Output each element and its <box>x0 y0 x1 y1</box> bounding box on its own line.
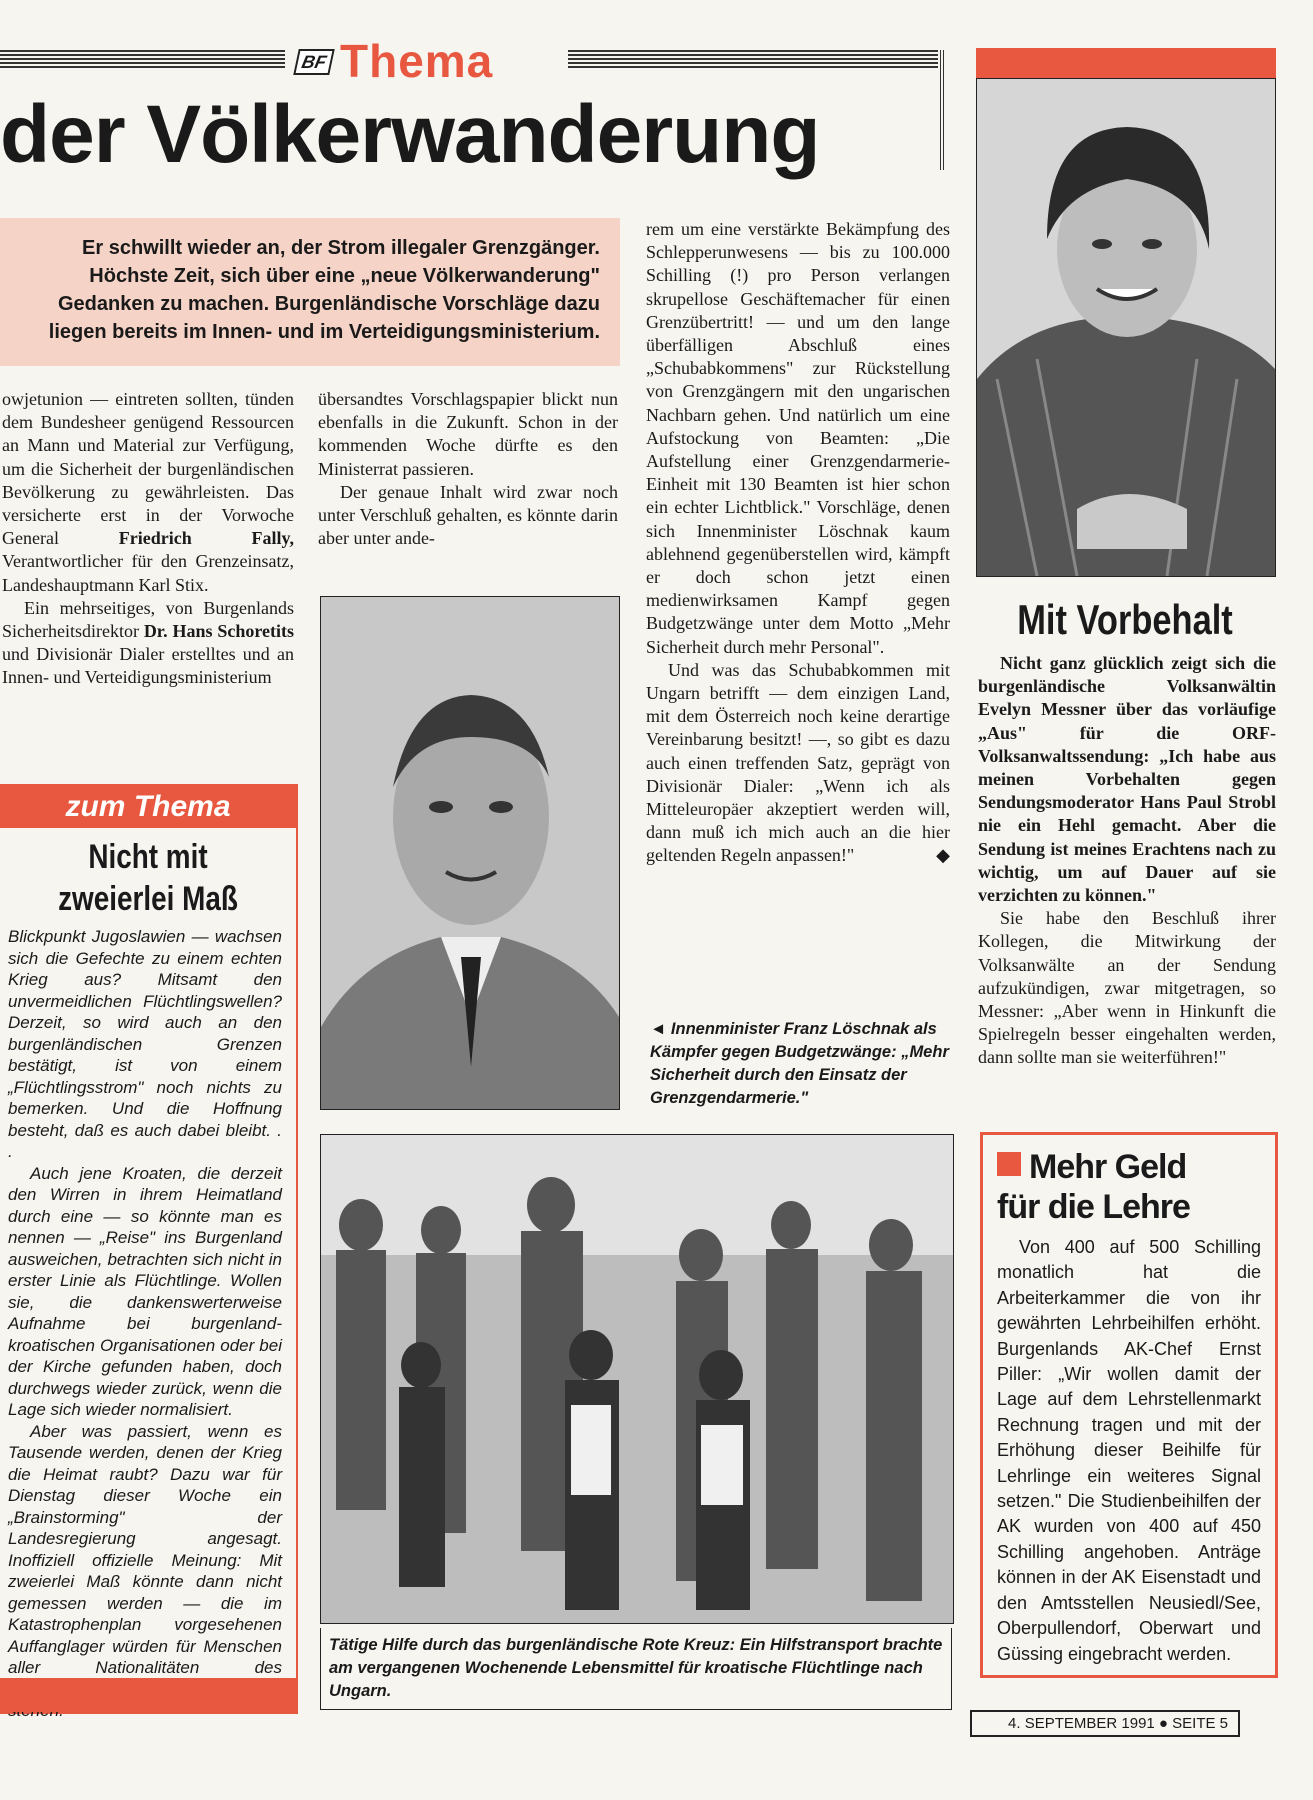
col2-paragraph-1: übersandtes Vorschlagspapier blickt nun ebenfalls in die Zukunft. Schon in der kommenden Woche dürfte es den Ministerrat passieren. <box>318 389 618 479</box>
col3-paragraph-1: rem um eine verstärkte Bekämpfung des Schlepperunwesens — bis zu 100.000 Schilling (!) pro Person verlangen skrupellose Geschäftemacher für einen Grenzübertritt! — und um den lange überfälligen Abschluß eines „Schubabkommens" zur Rückstellung von Grenzgängern mit den ungarischen Nachbarn gehen. Und natürlich um eine Aufstockung von Beamten: „Die Aufstellung einer Grenzgendarmerie-Einheit mit 130 Beamten ist hier schon ein echter Lichtblick." Vorschläge, denen sich Innenminister Löschnak kaum ablehnend gegenüberstellen wird, kämpft er doch schon jetzt einen medienwirksamen Kampf gegen Budgetzwänge unter dem Motto „Mehr Sicherheit durch mehr Personal". <box>646 219 950 657</box>
lead-text: Er schwillt wieder an, der Strom illegaler Grenzgänger. Höchste Zeit, sich über eine „neue Völkerwanderung" Gedanken zu machen. Burgenländische Vorschläge dazu liegen bereits im Innen- und im Verteidigungsministerium. <box>48 237 600 343</box>
sidebar-title: Mit Vorbehalt <box>1017 596 1233 643</box>
messner-photo <box>976 78 1276 577</box>
sidebar-column <box>978 652 1276 1070</box>
zum-thema-p3: Aber was passiert, wenn es Tausende werden, denen der Krieg die Heimat raubt? Dazu war für Dienstag dieser Woche ein „Brainstorming" der Landesregierung angesagt. Inoffiziell offizielle Meinung: Mit zweierlei Maß könnte dann nicht gemessen werden — die im Katastrophenplan vorgesehenen Auffanglager würden für Menschen aller Nationalitäten des <box>8 1421 282 1677</box>
zum-thema-title: Nicht mit zweierlei Maß <box>58 838 238 918</box>
sidebar-paragraph-1: Nicht ganz glücklich zeigt sich die burgenländische Volksanwältin Evelyn Messner über das vorläufige „Aus" für die ORF-Volksanwaltssendung: „Ich habe aus meinen Vorbehalten gegen Sendungsmoderator Hans Paul Strobl nie ein Hehl gemacht. Aber die Sendung ist meines Erachtens nach zu wichtig, um auf Dauer auf sie verzichten zu können." <box>978 653 1276 906</box>
zum-thema-box <box>0 784 298 1714</box>
section-label: Thema <box>340 35 494 87</box>
page-footer: 4. SEPTEMBER 1991 ● SEITE 5 <box>970 1710 1240 1737</box>
messner-top-bar <box>976 48 1276 78</box>
lehre-title-line2: für die Lehre <box>997 1188 1190 1226</box>
bf-logo: BF <box>293 49 335 75</box>
zum-thema-body <box>0 920 296 1722</box>
article-column-3 <box>646 218 950 868</box>
lead-paragraph <box>0 218 620 366</box>
lehre-text: Von 400 auf 500 Schilling monatlich hat die Arbeiterkammer die von ihr gewährten Lehrbeihilfen erhöht. Burgenlands AK-Chef Ernst Piller: „Wir wollen damit der Lage auf dem Lehrstellenmarkt Rechnung tragen und mit der Erhöhung dieser Beihilfe für Lehrlinge ein weiteres Signal setzen." Die Studienbeihilfen der AK wurden von 400 auf 450 Schilling angehoben. Anträge können in der AK Eisenstadt und den Amtsstellen Neusiedl/See, Oberpullendorf, Oberwart und Güssing eingebracht werden. <box>997 1237 1261 1664</box>
zum-thema-bottom-bar <box>0 1678 296 1712</box>
col1-paragraph-1: owjetunion — eintreten sollten, tünden dem Bundesheer genügend Ressourcen an Mann und Material zur Verfügung, um die Sicherheit der burgenländischen Bevölkerung zu gewährleisten. Das versicherte erst in der Vorwoche General Friedrich Fally, Verantwortlicher für den Grenzeinsatz, Landeshauptmann Karl Stix. <box>2 389 295 595</box>
sidebar-paragraph-2: Sie habe den Beschluß ihrer Kollegen, die Mitwirkung der Volksanwälte an der Sendung aufzukündigen, zwar mitgetragen, so Messner: „Aber wenn in Hinkunft die Spielregeln besser eingehalten werden, dann sollte man sie weiterführen!" <box>978 908 1276 1068</box>
lehre-title <box>997 1147 1261 1227</box>
article-column-2 <box>318 388 618 550</box>
col3-paragraph-2: Und was das Schubabkommen mit Ungarn betrifft — dem einzigen Land, mit dem Österreich noch keine derartige Vereinbarung besitzt! —, so gibt es dazu auch einen treffenden Satz, geprägt von Divisionär Dialer: „Wenn ich als Mitteleuropäer akzeptiert werden will, dann muß ich mich auch an die hier geltenden Regeln anpassen!" ◆ <box>646 659 950 868</box>
header-rule-corner <box>922 50 944 170</box>
zum-thema-p2: Auch jene Kroaten, die derzeit den Wirren in ihrem Heimatland durch eine — so könnte man es nennen — „Reise" ins Burgenland ausweichen, betrachten sich nicht in erster Linie als Flüchtlinge. Wollen sie, die dankenswerterweise Aufnahme bei burgenland-kroatischen Organisationen oder bei der Kirche gefunden haben, doch durchwegs wieder zurück, wenn die Lage sich wieder normalisiert. <box>8 1163 282 1419</box>
col1-paragraph-2: Ein mehrseitiges, von Burgenlands Sicherheitsdirektor Dr. Hans Schoretits und Divisionär Dialer erstelltes und an Innen- und Verteidigungsministerium <box>2 597 295 688</box>
header-rule-right <box>568 50 938 70</box>
lehre-square-icon <box>997 1152 1021 1176</box>
lehre-title-line1: Mehr Geld <box>1029 1148 1187 1186</box>
crowd-illustration <box>321 1135 953 1623</box>
loeschnak-photo <box>320 596 620 1110</box>
refugee-photo <box>320 1134 954 1624</box>
headline: der Völkerwanderung <box>0 89 820 180</box>
header-rule-left <box>0 50 285 70</box>
zum-thema-label: zum Thema <box>0 786 296 828</box>
messner-portrait <box>977 79 1275 576</box>
lehre-box <box>980 1132 1278 1678</box>
person-name-fally: Friedrich Fally, <box>118 528 295 549</box>
person-name-schoretits: Dr. Hans Schoretits <box>143 621 295 642</box>
refugee-caption: Tätige Hilfe durch das burgenländische Rote Kreuz: Ein Hilfstransport brachte am vergangenen Wochenende Lebensmittel für kroatische Flüchtlinge nach Ungarn. <box>320 1628 952 1710</box>
portrait-silhouette <box>321 597 619 1109</box>
loeschnak-caption: ◄ Innenminister Franz Löschnak als Kämpfer gegen Budgetzwänge: „Mehr Sicherheit durch den Einsatz der Grenzgendarmerie." <box>650 1020 949 1107</box>
zum-thema-p1: Blickpunkt Jugoslawien — wachsen sich die Gefechte zu einem echten Krieg aus? Mitsamt den unvermeidlichen Flüchtlingswellen? Derzeit, so wird auch an den burgenländischen Grenzen bestätigt, ist von einem „Flüchtlingsstrom" noch nichts zu bemerken. Und die Hoffnung besteht, daß es auch dabei bleibt. . . <box>8 927 282 1161</box>
end-mark: ◆ <box>936 845 950 866</box>
col2-paragraph-2: Der genaue Inhalt wird zwar noch unter Verschluß gehalten, es könnte darin aber unter ande- <box>318 481 618 549</box>
article-column-1 <box>2 388 294 690</box>
